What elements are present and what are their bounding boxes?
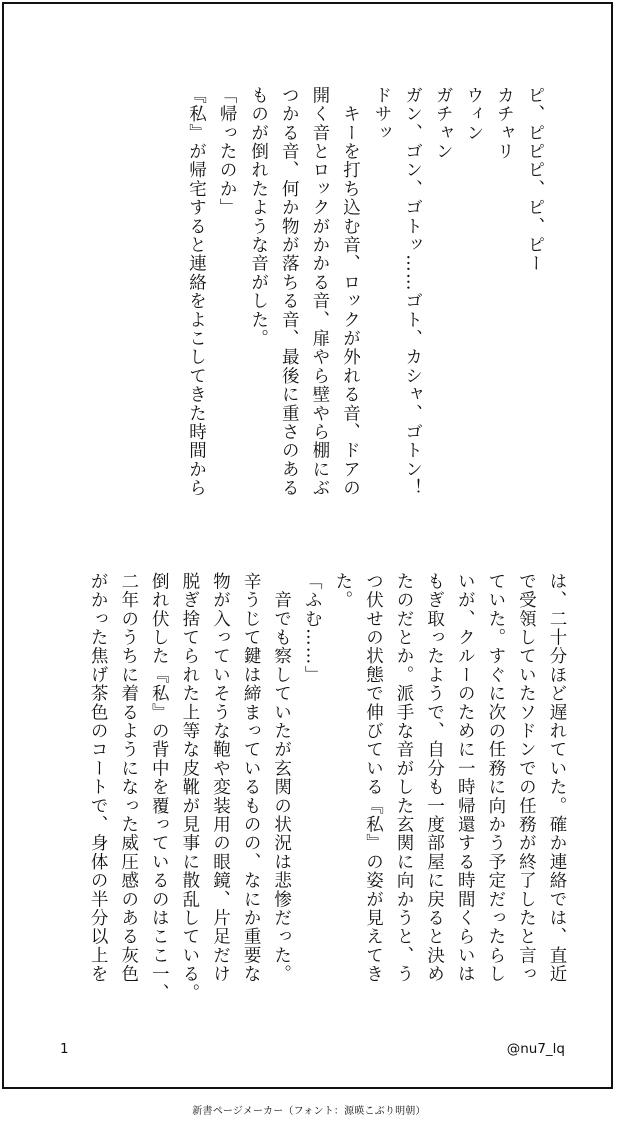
text-line: で受領していたソドンでの任務が終了したと言っ [516,572,537,984]
page-frame [2,2,613,1089]
text-line: もぎ取ったようで、自分も一度部屋に戻ると決め [424,572,445,984]
text-line: ピ、ピピピ、ピ、ピー [525,86,545,273]
text-line: 脱ぎ捨てられた上等な皮靴が見事に散乱している。 [179,572,200,1003]
text-line: ものが倒れたような音がした。 [248,86,269,348]
lower-text-block [83,572,573,1012]
text-line: 倒れ伏した『私』の背中を覆っているのはここ一、 [149,572,170,1003]
text-line: ていた。すぐに次の任務に向かう予定だったらし [485,572,506,984]
text-line: キーを打ち込む音、ロックが外れる音、ドアの [340,86,361,498]
text-line: カチャリ [494,86,515,161]
text-line: ガン、ゴン、ゴトッ……ゴト、カシャ、ゴトン！ [402,86,423,498]
author-handle: @nu7_lq [506,1041,565,1057]
text-line: 開く音とロックがかかる音、扉やら壁やら棚にぶ [309,86,330,498]
text-line: 辛うじて鍵は締まっているものの、なにか重要な [241,572,262,984]
text-line: いが、クルーのために一時帰還する時間くらいは [455,572,476,984]
text-line: ガチャン [433,86,454,161]
text-line: 『私』が帰宅すると連絡をよこしてきた時間から [186,86,207,498]
text-line: つ伏せの状態で伸びている『私』の姿が見えてき [363,572,384,984]
page-number: 1 [60,1041,69,1057]
text-line: ウィン [463,86,484,143]
blank-line [365,86,366,526]
text-line: た。 [332,572,353,610]
text-line: は、二十分ほど遅れていた。確か連絡では、直近 [547,572,567,984]
text-line: がかった焦げ茶色のコートで、身体の半分以上を [88,572,109,984]
footer-credit: 新書ページメーカー（フォント：源暎こぶり明朝） [192,1106,426,1117]
text-line: ドサッ [372,86,393,143]
text-line: つかる音、何か物が落ちる音、最後に重さのある [279,86,300,498]
text-line: 「ふむ……」 [302,572,323,685]
text-line: 「帰ったのか」 [217,86,238,217]
text-line: たのだとか。派手な音がした玄関に向かうと、う [394,572,415,984]
text-line: 二年のうちに着るようになった威圧感のある灰色 [118,572,139,984]
upper-text-block [181,86,550,526]
text-line: 音でも察していたが玄関の状況は悲惨だった。 [271,572,292,984]
text-line: 物が入っていそうな鞄や変装用の眼鏡、片足だけ [210,572,231,984]
